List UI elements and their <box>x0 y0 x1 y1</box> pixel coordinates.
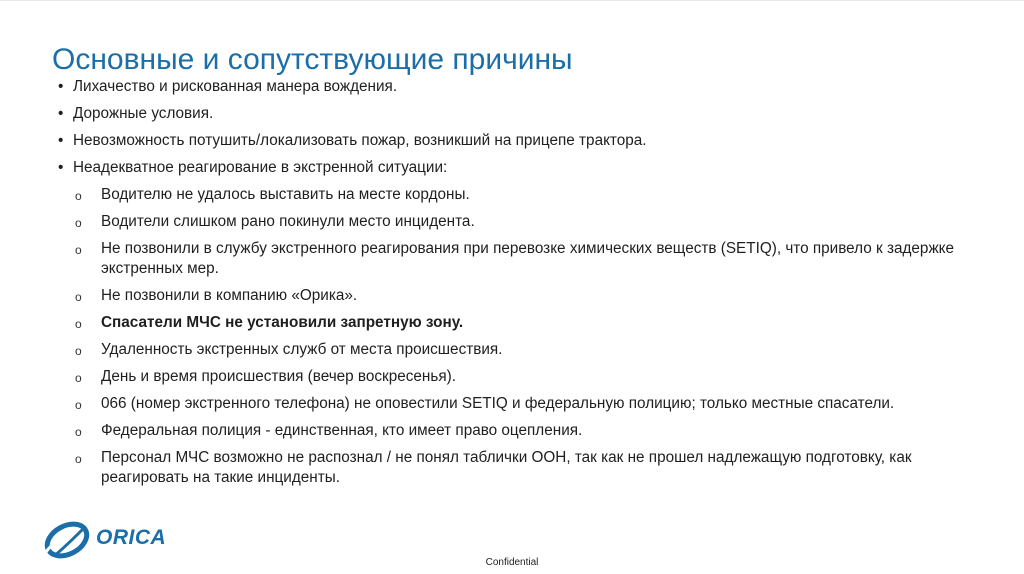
slide-title: Основные и сопутствующие причины <box>52 43 573 77</box>
orica-logo <box>40 518 165 562</box>
sub-bullet-marker: o <box>75 216 82 230</box>
sub-bullet-marker: o <box>75 452 82 466</box>
sub-bullet-item <box>58 185 998 205</box>
sub-bullet-item <box>58 212 998 232</box>
bullet-text: 066 (номер экстренного телефона) не оповестили SETIQ и федеральную полицию; только местные спасатели. <box>101 395 895 412</box>
orica-logo-icon <box>40 518 94 562</box>
bullet-marker: • <box>58 132 64 149</box>
bullet-marker: • <box>58 159 64 176</box>
sub-bullet-marker: o <box>75 398 82 412</box>
bullet-text: Водители слишком рано покинули место инцидента. <box>101 213 475 230</box>
sub-bullet-item <box>58 286 998 306</box>
bullet-marker: • <box>58 78 64 95</box>
sub-bullet-marker: o <box>75 243 82 257</box>
sub-bullet-item <box>58 448 998 488</box>
bullet-text: Дорожные условия. <box>73 105 214 122</box>
bullet-text: Персонал МЧС возможно не распознал / не понял таблички ООН, так как не прошел надлежащую подготовку, как реагировать на такие инциденты. <box>101 449 912 486</box>
bullet-text: Удаленность экстренных служб от места происшествия. <box>101 341 503 358</box>
top-divider <box>0 0 1024 1</box>
sub-bullet-marker: o <box>75 425 82 439</box>
sub-bullet-marker: o <box>75 317 82 331</box>
bullet-text: Водителю не удалось выставить на месте кордоны. <box>101 186 470 203</box>
bullet-text: День и время происшествия (вечер воскресенья). <box>101 368 456 385</box>
bullet-text: Невозможность потушить/локализовать пожар, возникший на прицепе трактора. <box>73 132 647 149</box>
bullet-item <box>58 131 998 151</box>
sub-bullet-marker: o <box>75 344 82 358</box>
bullet-list <box>58 77 998 495</box>
bullet-text: Не позвонили в службу экстренного реагирования при перевозке химических веществ (SETIQ), что привело к задержке экстренных мер. <box>101 240 955 277</box>
bullet-text: Неадекватное реагирование в экстренной ситуации: <box>73 159 448 176</box>
bullet-text: Федеральная полиция - единственная, кто имеет право оцепления. <box>101 422 583 439</box>
sub-bullet-marker: o <box>75 290 82 304</box>
logo-wordmark: ORICA <box>96 526 167 549</box>
sub-bullet-item <box>58 340 998 360</box>
bullet-item <box>58 77 998 97</box>
footer-confidential: Confidential <box>485 557 539 568</box>
bullet-text: Лихачество и рискованная манера вождения. <box>73 78 398 95</box>
sub-bullet-marker: o <box>75 371 82 385</box>
bullet-marker: • <box>58 105 64 122</box>
sub-bullet-item <box>58 394 998 414</box>
bullet-text: Спасатели МЧС не установили запретную зону. <box>101 314 464 331</box>
bullet-item <box>58 158 998 178</box>
sub-bullet-item <box>58 421 998 441</box>
sub-bullet-item <box>58 313 998 333</box>
sub-bullet-item <box>58 239 998 279</box>
bullet-text: Не позвонили в компанию «Орика». <box>101 287 358 304</box>
sub-bullet-marker: o <box>75 189 82 203</box>
bullet-item <box>58 104 998 124</box>
sub-bullet-item <box>58 367 998 387</box>
